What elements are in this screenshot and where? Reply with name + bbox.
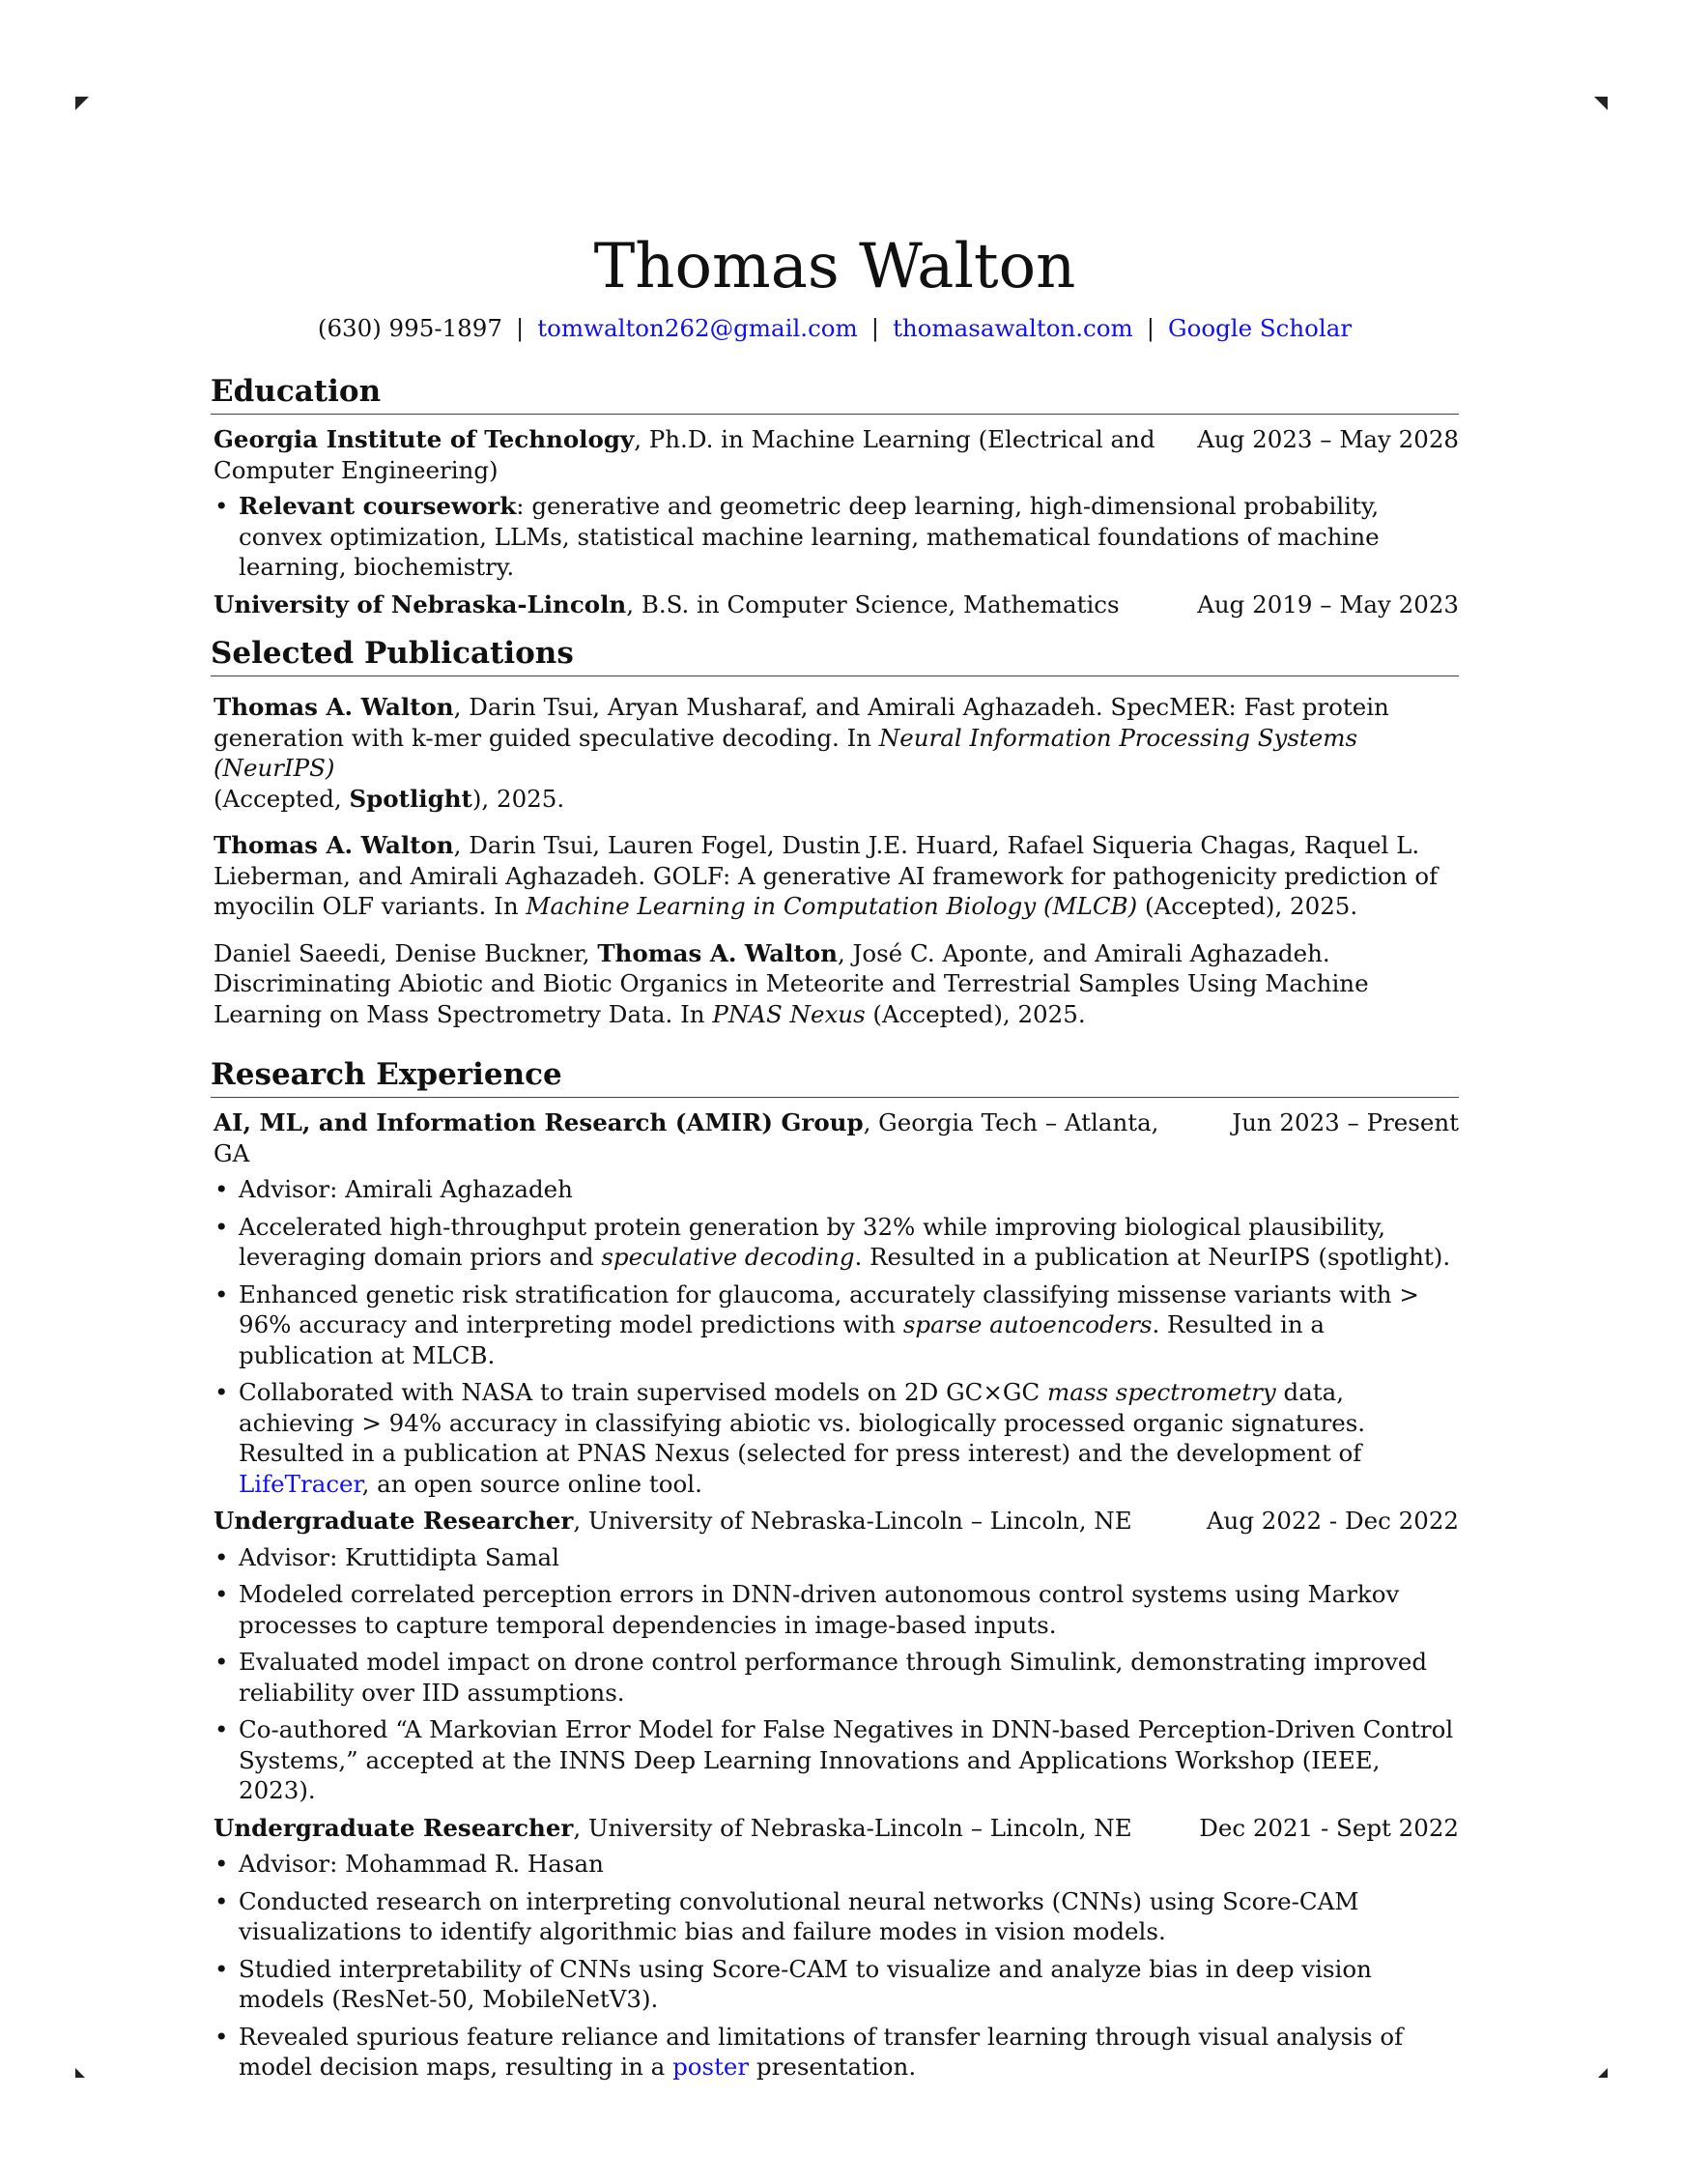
publication-item — [214, 830, 1459, 922]
list-item — [239, 2022, 1459, 2083]
publication-item — [214, 938, 1459, 1030]
degree: , Ph.D. in Machine Learning (Electrical and Computer Engineering) — [214, 425, 1155, 484]
section-title-education: Education — [211, 373, 1459, 415]
research-entry-unl-1 — [211, 1506, 1459, 1537]
pub-year: ), 2025. — [471, 784, 565, 813]
separator: | — [870, 314, 880, 342]
education-section — [211, 373, 1459, 619]
bullet-text: . Resulted in a publication at MLCB. — [239, 1310, 1325, 1369]
resume-page — [211, 228, 1459, 2098]
research-section — [211, 1056, 1459, 2083]
bullet-text: Accelerated high-throughput protein generation by 32% while improving biological plausibility, leveraging domain priors and — [239, 1212, 1386, 1271]
list-item: • Co-authored “A Markovian Error Model for False Negatives in DNN-based Perception-Driven Control Systems,” accepted at the INNS Deep Learning Innovations and Applications Workshop (IEEE, 2023). — [239, 1714, 1459, 1806]
list-item — [239, 1212, 1459, 1273]
self-author: Thomas A. Walton — [597, 938, 838, 967]
pub-status: (Accepted, — [214, 784, 350, 813]
date-range: Aug 2023 – May 2028 — [1197, 425, 1459, 453]
date-range: Dec 2021 - Sept 2022 — [1199, 1813, 1459, 1842]
bullet-text: data, achieving > 94% accuracy in classifying abiotic vs. biologically processed organic signatures. Resulted in a publication at PNAS Nexus (selected for press interest) and the development of — [239, 1378, 1366, 1467]
phone: (630) 995-1897 — [317, 314, 502, 342]
section-title-research: Research Experience — [211, 1056, 1459, 1098]
list-item: • Conducted research on interpreting convolutional neural networks (CNNs) using Score-CAM visualizations to identify algorithmic bias and failure modes in vision models. — [239, 1886, 1459, 1947]
school-name: University of Nebraska-Lincoln — [214, 589, 627, 618]
bullet-text: presentation. — [749, 2053, 917, 2081]
emphasis: mass spectrometry — [1047, 1378, 1276, 1406]
pub-text: , Darin Tsui, Aryan Musharaf, and Amirali Aghazadeh. SpecMER: Fast protein generation with k-mer guided speculative decoding. In — [214, 693, 1389, 752]
role-title: Undergraduate Researcher — [214, 1507, 574, 1535]
email-link[interactable]: tomwalton262@gmail.com — [537, 314, 858, 342]
corner-mark-top-left — [75, 97, 89, 110]
pub-venue: Machine Learning in Computation Biology (MLCB) — [526, 892, 1138, 920]
list-item — [239, 1377, 1459, 1499]
list-item: • Advisor: Amirali Aghazadeh — [239, 1174, 1459, 1205]
list-item: • Advisor: Mohammad R. Hasan — [239, 1849, 1459, 1880]
contact-line — [211, 313, 1459, 344]
bullet-text: , an open source online tool. — [361, 1469, 702, 1498]
education-entry-gt — [211, 424, 1459, 485]
corner-mark-top-right — [1594, 97, 1608, 110]
lifetracer-link[interactable]: LifeTracer — [239, 1469, 362, 1498]
list-item: • Studied interpretability of CNNs using Score-CAM to visualize and analyze bias in deep vision models (ResNet-50, MobileNetV3). — [239, 1954, 1459, 2015]
poster-link[interactable]: poster — [672, 2053, 750, 2081]
date-range: Aug 2019 – May 2023 — [1197, 589, 1459, 618]
pub-text: , José C. Aponte, and Amirali Aghazadeh. Discriminating Abiotic and Biotic Organics in Meteorite and Terrestrial Samples Using Machine Learning on Mass Spectrometry Data. In — [214, 938, 1369, 1028]
list-item: • Advisor: Kruttidipta Samal — [239, 1542, 1459, 1573]
coursework-text: : generative and geometric deep learning, high-dimensional probability, convex optimization, LLMs, statistical machine learning, mathematical foundations of machine learning, biochemistry. — [239, 492, 1380, 581]
bullet-list — [211, 1542, 1459, 1806]
list-item: • Modeled correlated perception errors in DNN-driven autonomous control systems using Markov processes to capture temporal dependencies in image-based inputs. — [239, 1579, 1459, 1640]
bullet-list — [211, 1849, 1459, 2083]
emphasis: sparse autoencoders — [902, 1310, 1153, 1338]
org-location: , University of Nebraska-Lincoln – Lincoln, NE — [573, 1507, 1132, 1535]
bullet-text: Collaborated with NASA to train supervised models on 2D GC×GC — [239, 1378, 1048, 1406]
pub-year: (Accepted), 2025. — [865, 999, 1086, 1028]
date-range: Jun 2023 – Present — [1232, 1108, 1459, 1136]
education-entry-unl — [211, 589, 1459, 620]
bullet-list — [211, 1174, 1459, 1499]
org-location: , Georgia Tech – Atlanta, GA — [214, 1108, 1159, 1167]
separator: | — [1146, 314, 1155, 342]
corner-mark-bottom-right — [1598, 2068, 1608, 2078]
bullet-text: Enhanced genetic risk stratification for glaucoma, accurately classifying missense variants with > 96% accuracy and interpreting model predictions with — [239, 1279, 1419, 1338]
candidate-name: Thomas Walton — [593, 231, 1076, 302]
publication-item — [214, 692, 1459, 814]
publications-section — [211, 635, 1459, 1029]
coursework-list — [211, 491, 1459, 583]
list-item — [239, 491, 1459, 583]
research-entry-amir — [211, 1107, 1459, 1168]
coursework-label: Relevant coursework — [239, 492, 517, 520]
org-name: AI, ML, and Information Research (AMIR) Group — [214, 1108, 864, 1136]
pub-venue: Neural Information Processing Systems (NeurIPS) — [214, 723, 1358, 782]
list-item — [239, 1279, 1459, 1371]
spotlight-label: Spotlight — [349, 784, 472, 813]
emphasis: speculative decoding — [601, 1243, 855, 1271]
bullet-text: . Resulted in a publication at NeurIPS (spotlight). — [854, 1243, 1451, 1271]
role-title: Undergraduate Researcher — [214, 1813, 574, 1842]
pub-text: , Darin Tsui, Lauren Fogel, Dustin J.E. Huard, Rafael Siqueria Chagas, Raquel L. Lieberman, and Amirali Aghazadeh. GOLF: A generative AI framework for pathogenicity prediction of myocilin OLF variants. In — [214, 831, 1439, 920]
school-name: Georgia Institute of Technology — [214, 425, 635, 453]
degree: , B.S. in Computer Science, Mathematics — [626, 589, 1120, 618]
org-location: , University of Nebraska-Lincoln – Lincoln, NE — [573, 1813, 1132, 1842]
website-link[interactable]: thomasawalton.com — [893, 314, 1133, 342]
pub-authors: Daniel Saeedi, Denise Buckner, — [214, 938, 598, 967]
self-author: Thomas A. Walton — [214, 831, 454, 859]
separator: | — [515, 314, 525, 342]
google-scholar-link[interactable]: Google Scholar — [1168, 314, 1353, 342]
list-item: • Evaluated model impact on drone control performance through Simulink, demonstrating improved reliability over IID assumptions. — [239, 1647, 1459, 1708]
research-entry-unl-2 — [211, 1813, 1459, 1844]
pub-year: (Accepted), 2025. — [1137, 892, 1358, 920]
date-range: Aug 2022 - Dec 2022 — [1206, 1507, 1459, 1535]
bullet-text: Revealed spurious feature reliance and limitations of transfer learning through visual analysis of model decision maps, resulting in a — [239, 2022, 1404, 2081]
pub-venue: PNAS Nexus — [712, 999, 866, 1028]
corner-mark-bottom-left — [75, 2068, 85, 2078]
section-title-publications: Selected Publications — [211, 635, 1459, 676]
self-author: Thomas A. Walton — [214, 693, 454, 721]
